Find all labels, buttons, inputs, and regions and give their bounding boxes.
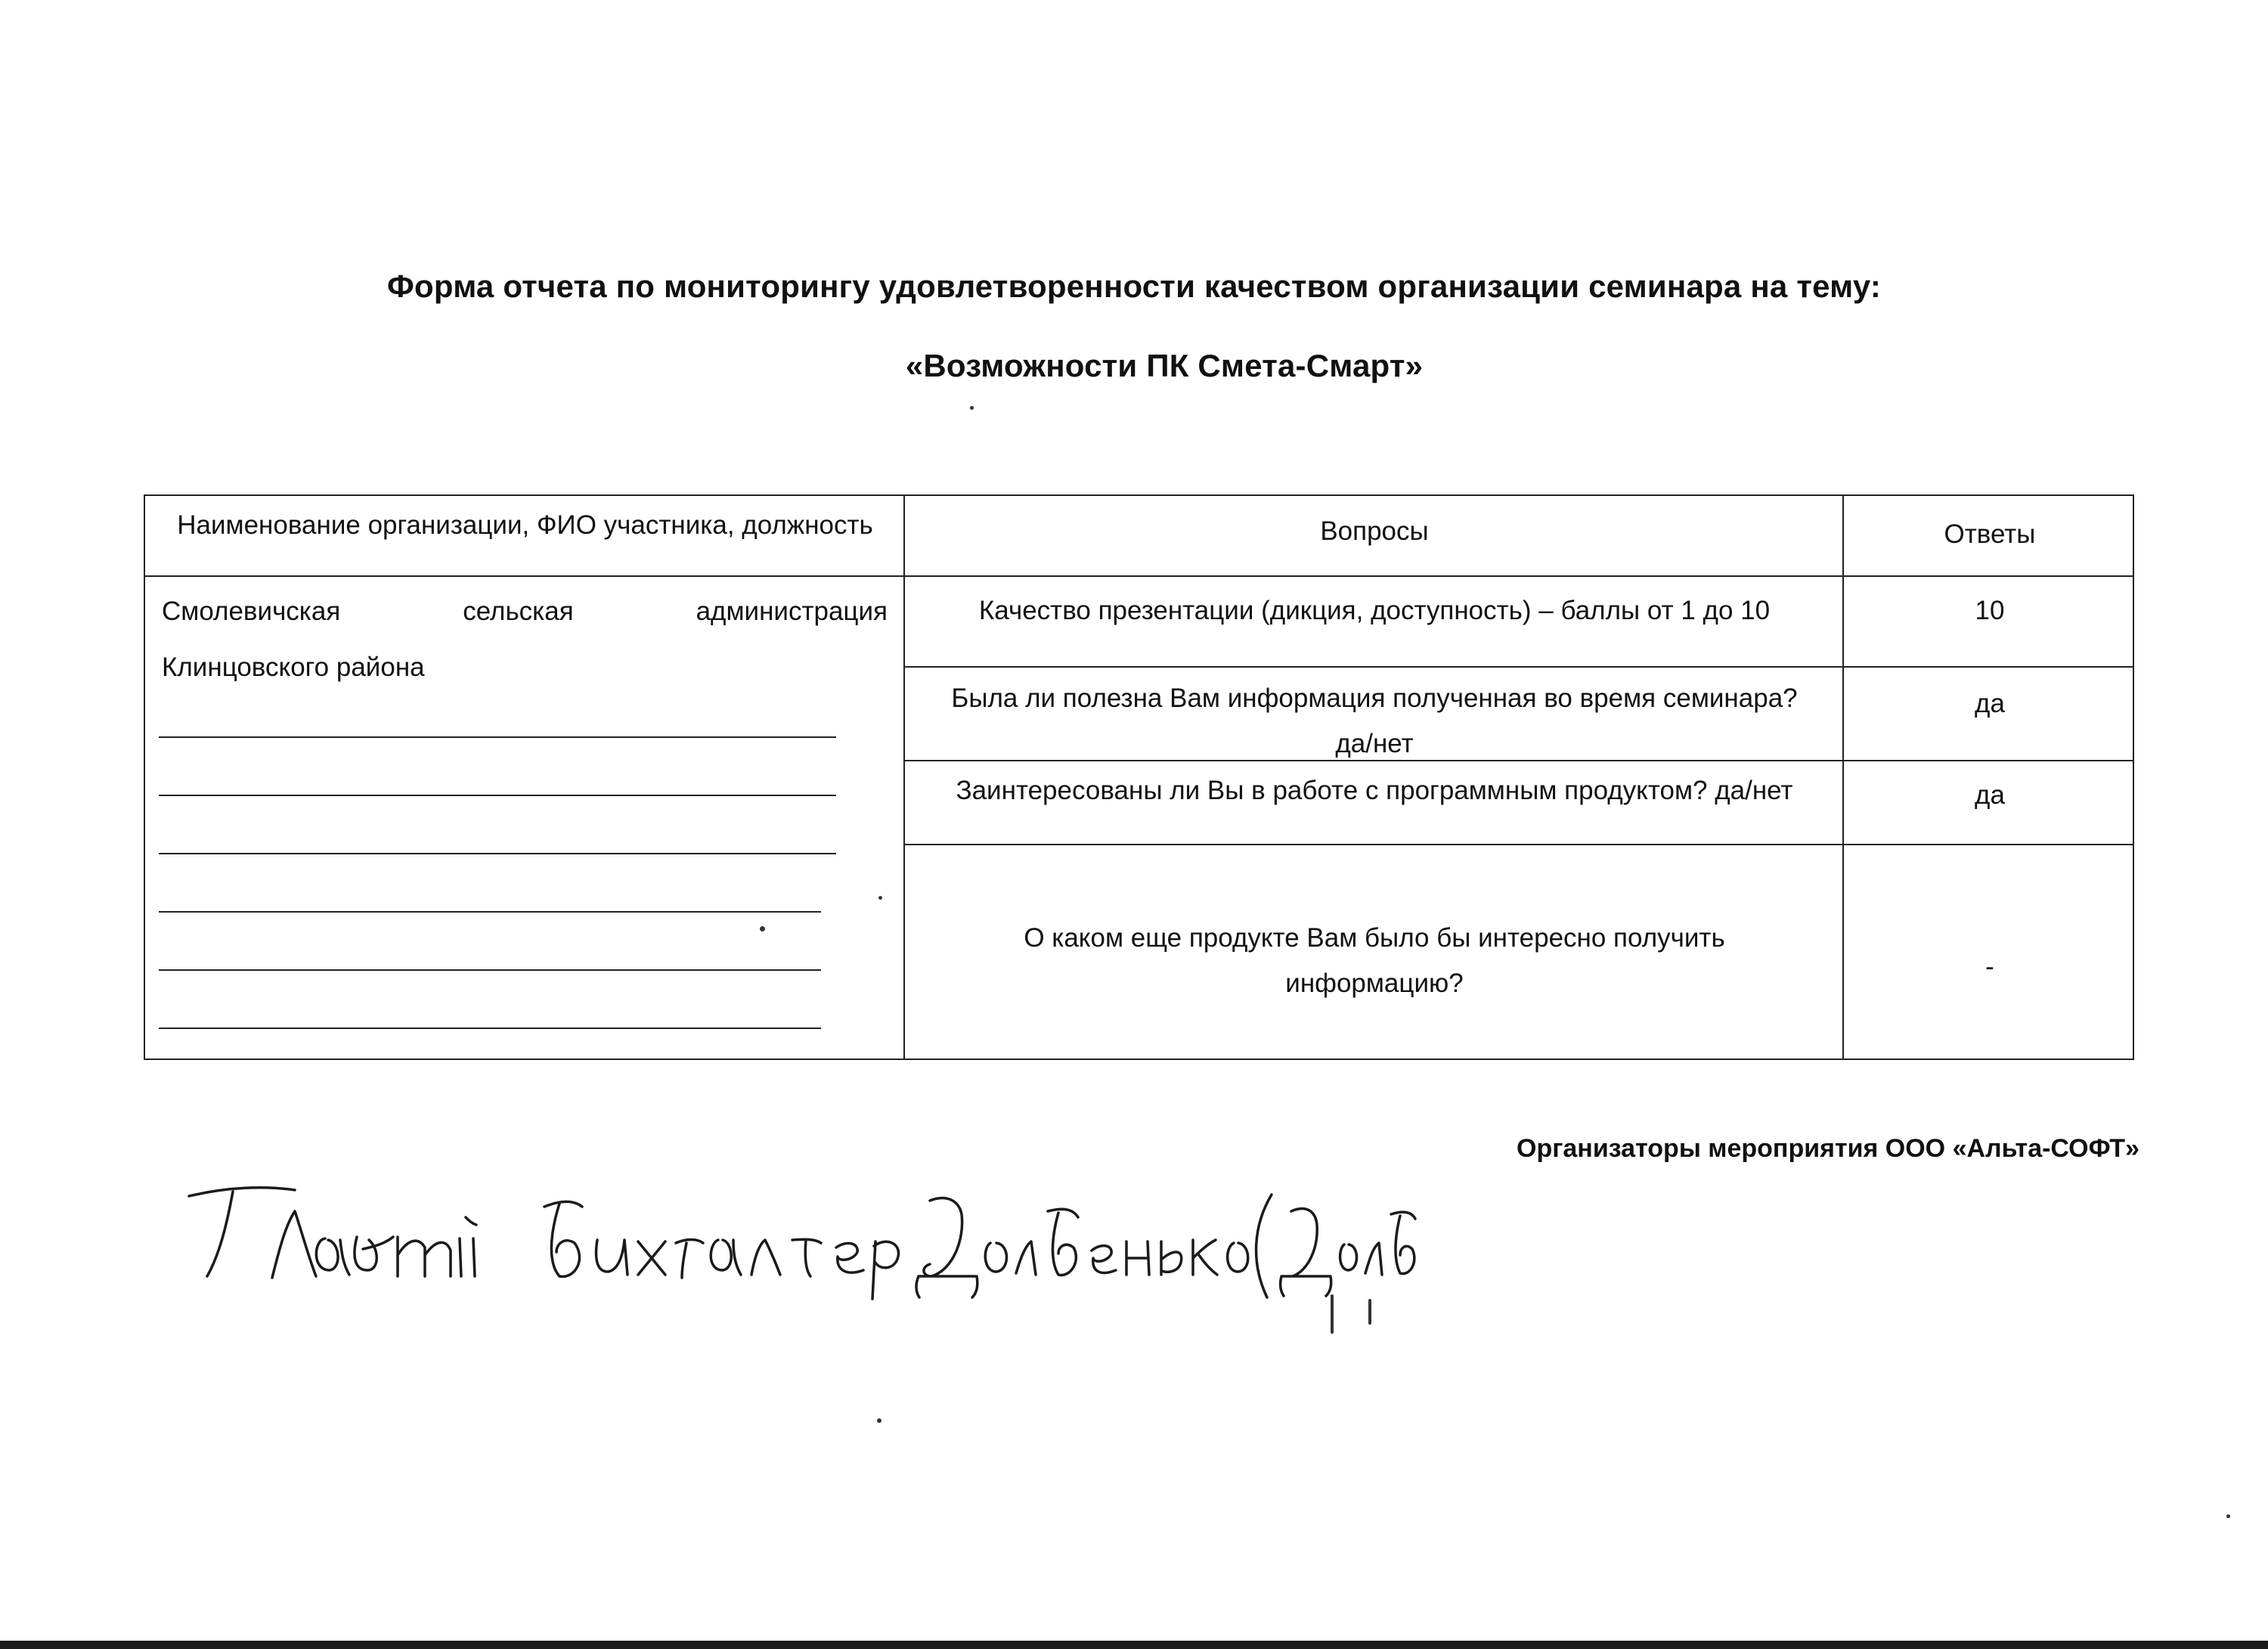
seminar-topic: «Возможности ПК Смета-Смарт» xyxy=(905,348,1424,383)
question-row-4: О каком еще продукте Вам было бы интересно получить информацию? xyxy=(1024,923,1725,998)
organization-word: администрация xyxy=(696,597,888,626)
scan-mark xyxy=(760,926,765,931)
header-questions: Вопросы xyxy=(1320,516,1429,546)
blank-fill-line xyxy=(159,1028,821,1029)
question-row-1: Качество презентации (дикция, доступность) – баллы от 1 до 10 xyxy=(978,596,1771,625)
organization-word: Смолевичская xyxy=(162,597,341,626)
organization-word: сельская xyxy=(463,597,574,626)
scan-mark xyxy=(2226,1514,2230,1518)
answer-row-4: - xyxy=(1985,952,1994,981)
blank-fill-line xyxy=(159,911,821,913)
header-organization: Наименование организации, ФИО участника, должность xyxy=(177,510,873,540)
organizers-note: Организаторы мероприятия ООО «Альта-СОФТ» xyxy=(1517,1134,2139,1163)
scan-mark xyxy=(1331,1294,1334,1334)
blank-fill-line xyxy=(159,853,836,854)
answer-row-1: 10 xyxy=(1975,596,2005,625)
scan-mark xyxy=(878,896,882,900)
blank-fill-line xyxy=(159,736,836,738)
question-row-2: Была ли полезна Вам информация полученная во время семинара? да/нет xyxy=(951,683,1798,758)
scan-mark xyxy=(1368,1299,1371,1325)
question-row-3: Заинтересованы ли Вы в работе с программным продуктом? да/нет xyxy=(956,776,1793,805)
row-divider xyxy=(903,666,2133,668)
row-divider xyxy=(903,844,2133,845)
blank-fill-line xyxy=(159,795,836,796)
blank-fill-line xyxy=(159,969,821,971)
scan-mark xyxy=(877,1418,881,1423)
handwritten-signature xyxy=(181,1164,1436,1300)
document-title: Форма отчета по мониторингу удовлетворенности качеством организации семинара на тему: xyxy=(386,268,1882,304)
organization-name xyxy=(162,584,888,696)
header-divider xyxy=(145,575,2133,577)
organization-district: Клинцовского района xyxy=(162,652,425,682)
survey-table xyxy=(144,494,2134,1060)
header-answers: Ответы xyxy=(1944,519,2036,549)
answer-row-2: да xyxy=(1975,689,2005,718)
scan-edge-bar xyxy=(0,1641,2268,1649)
answer-row-3: да xyxy=(1975,780,2005,810)
scan-mark xyxy=(970,406,974,410)
